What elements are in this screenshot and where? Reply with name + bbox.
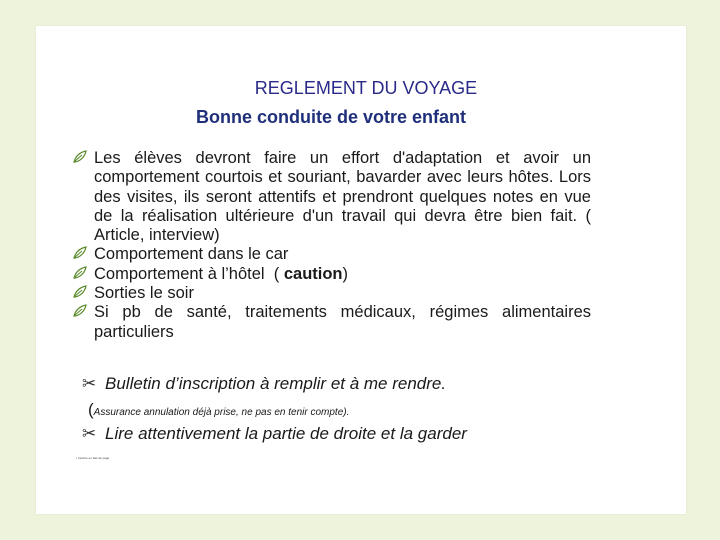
scissor-line-1 [82, 374, 446, 394]
list-item [94, 265, 591, 284]
leaf-bullet-icon [73, 304, 87, 318]
title-line-2: Bonne conduite de votre enfant [195, 107, 467, 127]
list-item [94, 149, 591, 245]
list-item [94, 284, 591, 303]
bullet-text-2: Comportement dans le car [94, 245, 289, 264]
rules-list [94, 149, 591, 342]
note-text: Assurance annulation déjà prise, ne pas en tenir compte). [93, 407, 350, 418]
leaf-bullet-icon [73, 150, 87, 164]
note-paren: ( [88, 400, 94, 419]
bullet-hotel-prefix: Comportement à l’hôtel ( [94, 264, 284, 283]
bullet-text-1: Les élèves devront faire un effort d'adaptation et avoir un comportement courtois et souriant, bavarder avec leurs hôtes. Lors des visites, ils seront attentifs et prendront quelques notes en vue de la réalisation ultérieure d'un travail qui devra être bien fait. ( Article, interview) [94, 149, 591, 245]
leaf-bullet-icon [73, 285, 87, 299]
list-item [94, 245, 591, 264]
slide [36, 26, 686, 514]
bullet-text-5: Si pb de santé, traitements médicaux, régimes alimentaires particuliers [94, 303, 591, 341]
list-item [94, 303, 591, 342]
scissor-line-2 [82, 424, 467, 444]
bullet-text-4: Sorties le soir [94, 284, 194, 303]
scissors-icon: ✂ [82, 424, 97, 443]
leaf-bullet-icon [73, 246, 87, 260]
footnote: • Inscrire en bas de page [76, 456, 110, 460]
leaf-bullet-icon [73, 266, 87, 280]
scissor-text-2: Lire attentivement la partie de droite et la garder [105, 424, 467, 443]
scissor-text-1: Bulletin d’inscription à remplir et à me rendre. [105, 374, 447, 393]
bullet-hotel-suffix: ) [342, 264, 349, 283]
insurance-note [88, 400, 349, 420]
scissors-icon: ✂ [82, 374, 97, 393]
title-line-1: REGLEMENT DU VOYAGE [254, 78, 478, 98]
bullet-hotel-bold: caution [283, 264, 343, 283]
